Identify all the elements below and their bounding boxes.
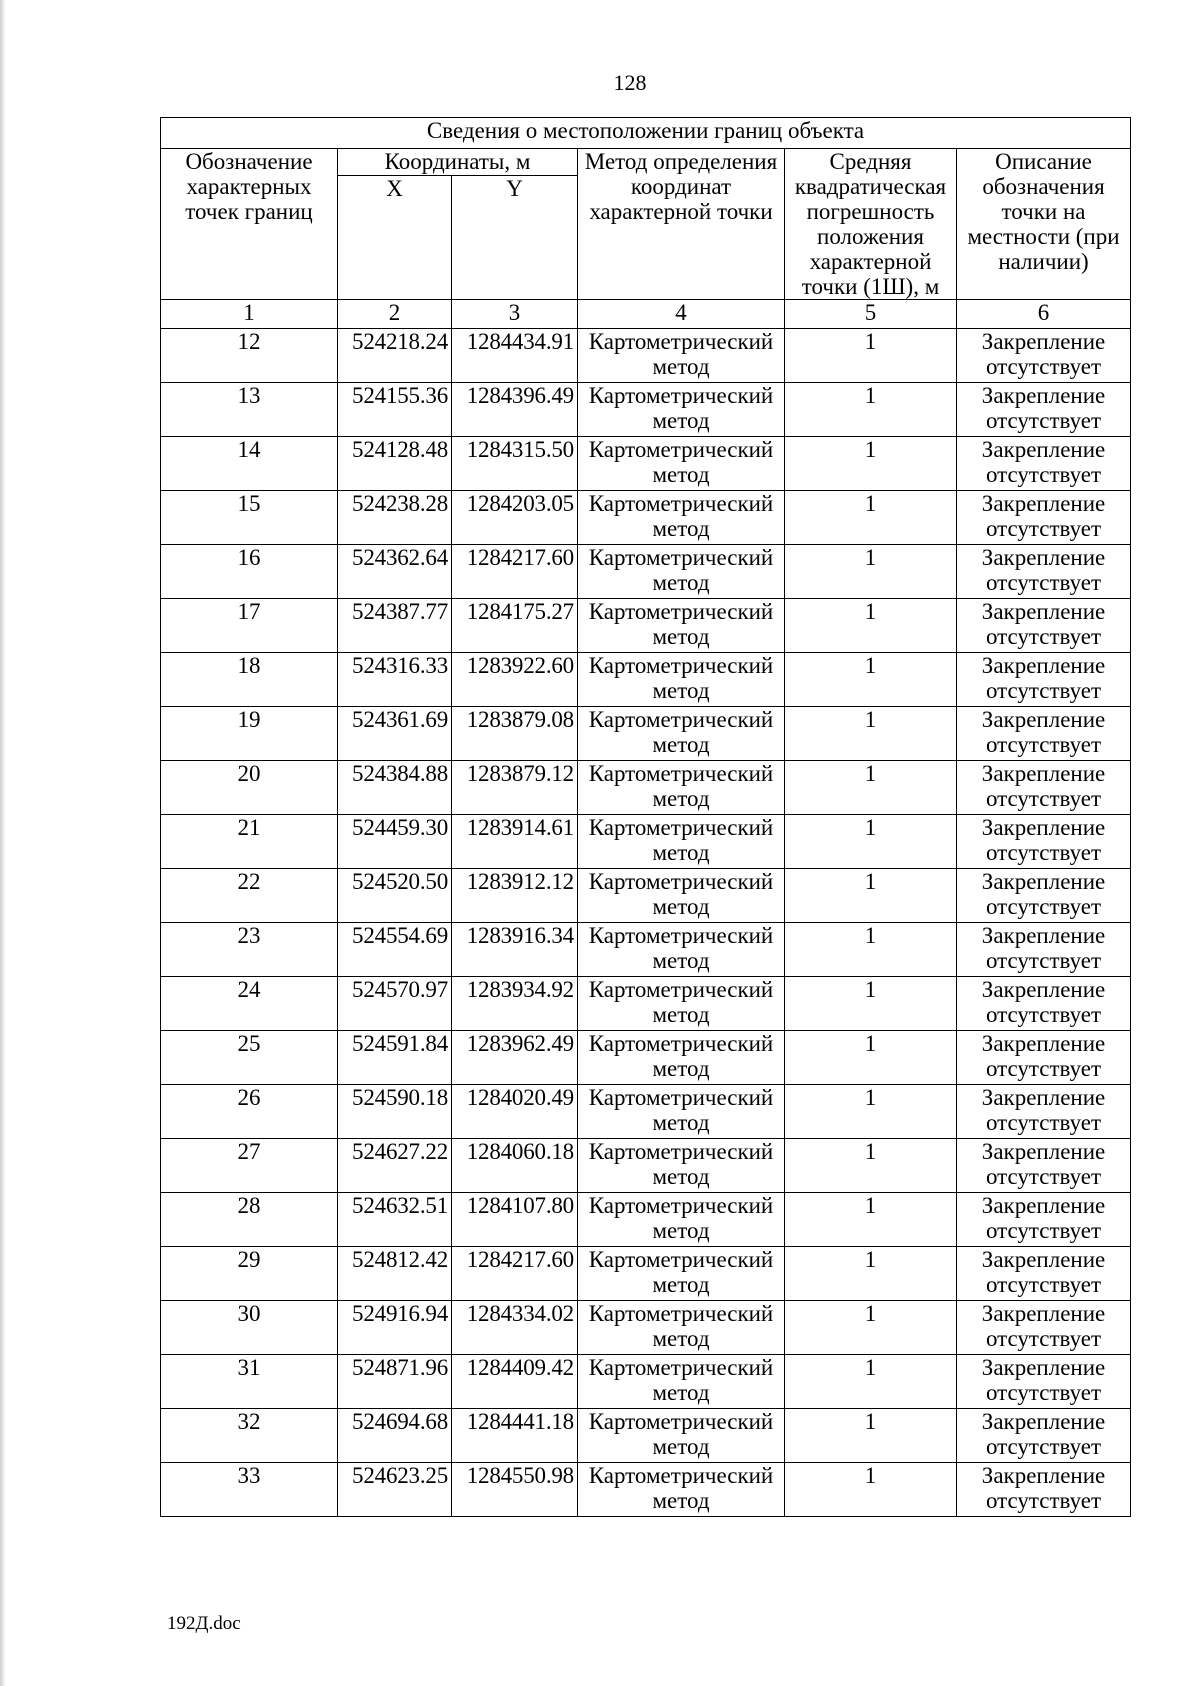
cell-point: 15 — [161, 491, 338, 545]
cell-y: 1284315.50 — [452, 437, 578, 491]
cell-x: 524238.28 — [338, 491, 452, 545]
table-row — [161, 869, 1131, 923]
table-title: Сведения о местоположении границ объекта — [161, 118, 1131, 149]
table-row — [161, 977, 1131, 1031]
cell-description: Закрепление отсутствует — [957, 1409, 1131, 1463]
cell-point: 16 — [161, 545, 338, 599]
cell-y: 1284060.18 — [452, 1139, 578, 1193]
cell-method: Картометрический метод — [578, 1355, 785, 1409]
cell-x: 524387.77 — [338, 599, 452, 653]
cell-y: 1283879.12 — [452, 761, 578, 815]
column-number: 6 — [957, 300, 1131, 329]
page-number: 128 — [613, 70, 647, 95]
cell-x: 524632.51 — [338, 1193, 452, 1247]
cell-error: 1 — [785, 1193, 957, 1247]
cell-method: Картометрический метод — [578, 599, 785, 653]
cell-point: 12 — [161, 329, 338, 383]
column-number: 1 — [161, 300, 338, 329]
cell-x: 524384.88 — [338, 761, 452, 815]
cell-y: 1284175.27 — [452, 599, 578, 653]
cell-error: 1 — [785, 599, 957, 653]
cell-x: 524155.36 — [338, 383, 452, 437]
cell-y: 1283962.49 — [452, 1031, 578, 1085]
cell-description: Закрепление отсутствует — [957, 815, 1131, 869]
cell-point: 22 — [161, 869, 338, 923]
table-row — [161, 1247, 1131, 1301]
cell-error: 1 — [785, 1355, 957, 1409]
boundary-table — [160, 117, 1131, 1517]
cell-y: 1283934.92 — [452, 977, 578, 1031]
cell-description: Закрепление отсутствует — [957, 329, 1131, 383]
cell-point: 21 — [161, 815, 338, 869]
table-row — [161, 491, 1131, 545]
cell-description: Закрепление отсутствует — [957, 761, 1131, 815]
cell-y: 1283879.08 — [452, 707, 578, 761]
table-row — [161, 329, 1131, 383]
cell-point: 13 — [161, 383, 338, 437]
cell-description: Закрепление отсутствует — [957, 977, 1131, 1031]
cell-point: 24 — [161, 977, 338, 1031]
cell-x: 524361.69 — [338, 707, 452, 761]
cell-description: Закрепление отсутствует — [957, 869, 1131, 923]
cell-method: Картометрический метод — [578, 1031, 785, 1085]
cell-error: 1 — [785, 1463, 957, 1517]
cell-description: Закрепление отсутствует — [957, 1139, 1131, 1193]
cell-method: Картометрический метод — [578, 383, 785, 437]
cell-x: 524871.96 — [338, 1355, 452, 1409]
table-row — [161, 1031, 1131, 1085]
cell-error: 1 — [785, 707, 957, 761]
column-number: 4 — [578, 300, 785, 329]
cell-x: 524218.24 — [338, 329, 452, 383]
cell-description: Закрепление отсутствует — [957, 599, 1131, 653]
cell-method: Картометрический метод — [578, 1463, 785, 1517]
cell-method: Картометрический метод — [578, 1139, 785, 1193]
cell-y: 1284217.60 — [452, 545, 578, 599]
cell-x: 524459.30 — [338, 815, 452, 869]
column-number: 3 — [452, 300, 578, 329]
cell-description: Закрепление отсутствует — [957, 1085, 1131, 1139]
cell-error: 1 — [785, 1247, 957, 1301]
scan-edge — [0, 0, 6, 1686]
cell-point: 20 — [161, 761, 338, 815]
column-number: 5 — [785, 300, 957, 329]
cell-y: 1284434.91 — [452, 329, 578, 383]
table-row — [161, 1139, 1131, 1193]
table-row — [161, 815, 1131, 869]
cell-point: 19 — [161, 707, 338, 761]
header-error: Средняя квадратическая погрешность положения характерной точки (1Ш), м — [785, 149, 957, 300]
cell-x: 524128.48 — [338, 437, 452, 491]
cell-y: 1283912.12 — [452, 869, 578, 923]
cell-error: 1 — [785, 923, 957, 977]
cell-method: Картометрический метод — [578, 761, 785, 815]
cell-description: Закрепление отсутствует — [957, 1301, 1131, 1355]
cell-point: 30 — [161, 1301, 338, 1355]
table-row — [161, 1193, 1131, 1247]
cell-method: Картометрический метод — [578, 977, 785, 1031]
cell-point: 14 — [161, 437, 338, 491]
cell-error: 1 — [785, 329, 957, 383]
table-row — [161, 1085, 1131, 1139]
table-row — [161, 545, 1131, 599]
cell-description: Закрепление отсутствует — [957, 1193, 1131, 1247]
header-x: X — [338, 176, 452, 300]
cell-method: Картометрический метод — [578, 545, 785, 599]
cell-error: 1 — [785, 1085, 957, 1139]
cell-x: 524362.64 — [338, 545, 452, 599]
cell-y: 1284396.49 — [452, 383, 578, 437]
cell-point: 18 — [161, 653, 338, 707]
cell-x: 524627.22 — [338, 1139, 452, 1193]
table-row — [161, 599, 1131, 653]
cell-point: 29 — [161, 1247, 338, 1301]
cell-error: 1 — [785, 1409, 957, 1463]
table-row — [161, 1355, 1131, 1409]
cell-method: Картометрический метод — [578, 869, 785, 923]
table-row — [161, 1301, 1131, 1355]
header-method: Метод определения координат характерной точки — [578, 149, 785, 300]
table-row — [161, 761, 1131, 815]
column-number: 2 — [338, 300, 452, 329]
cell-x: 524623.25 — [338, 1463, 452, 1517]
cell-error: 1 — [785, 1301, 957, 1355]
cell-point: 25 — [161, 1031, 338, 1085]
cell-method: Картометрический метод — [578, 815, 785, 869]
cell-y: 1284334.02 — [452, 1301, 578, 1355]
cell-error: 1 — [785, 437, 957, 491]
cell-method: Картометрический метод — [578, 707, 785, 761]
header-coords: Координаты, м — [338, 149, 578, 176]
cell-error: 1 — [785, 977, 957, 1031]
cell-error: 1 — [785, 653, 957, 707]
cell-description: Закрепление отсутствует — [957, 1247, 1131, 1301]
cell-y: 1283916.34 — [452, 923, 578, 977]
cell-method: Картометрический метод — [578, 1193, 785, 1247]
cell-point: 23 — [161, 923, 338, 977]
cell-description: Закрепление отсутствует — [957, 923, 1131, 977]
cell-y: 1283922.60 — [452, 653, 578, 707]
cell-error: 1 — [785, 1031, 957, 1085]
table-row — [161, 383, 1131, 437]
cell-y: 1284203.05 — [452, 491, 578, 545]
cell-x: 524591.84 — [338, 1031, 452, 1085]
cell-y: 1284217.60 — [452, 1247, 578, 1301]
cell-x: 524694.68 — [338, 1409, 452, 1463]
cell-error: 1 — [785, 815, 957, 869]
cell-x: 524916.94 — [338, 1301, 452, 1355]
cell-x: 524316.33 — [338, 653, 452, 707]
header-y: Y — [452, 176, 578, 300]
column-number-row — [161, 300, 1131, 329]
cell-error: 1 — [785, 383, 957, 437]
cell-y: 1284550.98 — [452, 1463, 578, 1517]
cell-description: Закрепление отсутствует — [957, 545, 1131, 599]
table-row — [161, 707, 1131, 761]
cell-error: 1 — [785, 1139, 957, 1193]
cell-point: 28 — [161, 1193, 338, 1247]
cell-x: 524554.69 — [338, 923, 452, 977]
cell-point: 26 — [161, 1085, 338, 1139]
cell-x: 524812.42 — [338, 1247, 452, 1301]
cell-description: Закрепление отсутствует — [957, 653, 1131, 707]
cell-y: 1284441.18 — [452, 1409, 578, 1463]
cell-description: Закрепление отсутствует — [957, 707, 1131, 761]
cell-point: 27 — [161, 1139, 338, 1193]
cell-error: 1 — [785, 761, 957, 815]
cell-y: 1284409.42 — [452, 1355, 578, 1409]
cell-y: 1284107.80 — [452, 1193, 578, 1247]
cell-method: Картометрический метод — [578, 1085, 785, 1139]
table-row — [161, 923, 1131, 977]
footer-filename: 192Д.doc — [167, 1613, 241, 1634]
table-body — [161, 329, 1131, 1517]
cell-x: 524520.50 — [338, 869, 452, 923]
table-row — [161, 1409, 1131, 1463]
cell-method: Картометрический метод — [578, 923, 785, 977]
cell-point: 32 — [161, 1409, 338, 1463]
cell-description: Закрепление отсутствует — [957, 383, 1131, 437]
cell-description: Закрепление отсутствует — [957, 437, 1131, 491]
cell-method: Картометрический метод — [578, 1247, 785, 1301]
cell-point: 17 — [161, 599, 338, 653]
table-row — [161, 437, 1131, 491]
cell-point: 31 — [161, 1355, 338, 1409]
cell-y: 1284020.49 — [452, 1085, 578, 1139]
cell-method: Картометрический метод — [578, 491, 785, 545]
header-description: Описание обозначения точки на местности (при наличии) — [957, 149, 1131, 300]
cell-description: Закрепление отсутствует — [957, 1031, 1131, 1085]
cell-method: Картометрический метод — [578, 1409, 785, 1463]
cell-method: Картометрический метод — [578, 437, 785, 491]
cell-method: Картометрический метод — [578, 653, 785, 707]
cell-error: 1 — [785, 491, 957, 545]
table-row — [161, 1463, 1131, 1517]
cell-description: Закрепление отсутствует — [957, 1355, 1131, 1409]
table-row — [161, 653, 1131, 707]
cell-x: 524590.18 — [338, 1085, 452, 1139]
cell-method: Картометрический метод — [578, 329, 785, 383]
cell-method: Картометрический метод — [578, 1301, 785, 1355]
cell-point: 33 — [161, 1463, 338, 1517]
cell-description: Закрепление отсутствует — [957, 1463, 1131, 1517]
header-point: Обозначение характерных точек границ — [161, 149, 338, 300]
cell-description: Закрепление отсутствует — [957, 491, 1131, 545]
cell-error: 1 — [785, 869, 957, 923]
cell-x: 524570.97 — [338, 977, 452, 1031]
cell-y: 1283914.61 — [452, 815, 578, 869]
cell-error: 1 — [785, 545, 957, 599]
